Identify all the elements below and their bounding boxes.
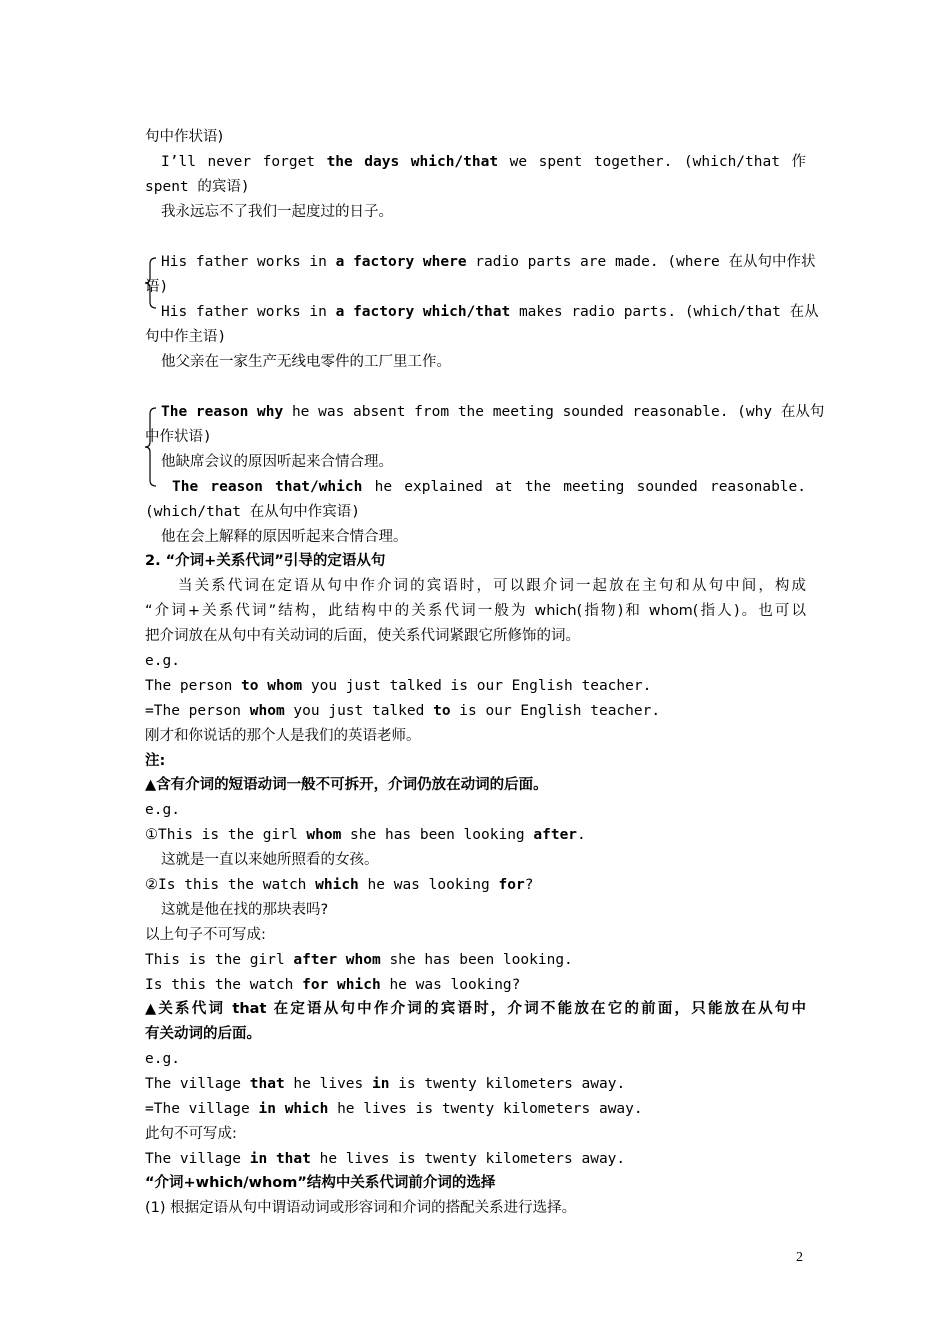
- highlight: a factory where: [335, 254, 467, 270]
- highlight: the days which/that: [326, 154, 499, 170]
- example-sentence: =The village in which he lives is twenty kilometers away.: [145, 1101, 643, 1117]
- highlight: for: [498, 877, 525, 893]
- highlight: after whom: [293, 952, 381, 968]
- example-sentence: The village that he lives in is twenty kilometers away.: [145, 1076, 626, 1092]
- brace-icon: [140, 402, 160, 492]
- highlight: to whom: [241, 678, 303, 694]
- text-line: 句中作主语): [145, 329, 227, 345]
- highlight: in which: [258, 1101, 329, 1117]
- example-sentence: ①This is the girl whom she has been looking after.: [145, 827, 586, 843]
- highlight: whom: [249, 703, 285, 719]
- example-sentence: =The person whom you just talked to is our English teacher.: [145, 703, 661, 719]
- highlight: that: [249, 1076, 285, 1092]
- translation: 他缺席会议的原因听起来合情合理。: [161, 454, 393, 470]
- translation: 这就是一直以来她所照看的女孩。: [161, 852, 379, 868]
- note-rule: 有关动词的后面。: [145, 1026, 261, 1042]
- text-line: 以上句子不可写成:: [145, 927, 266, 943]
- example-sentence: His father works in a factory where radio parts are made. (where 在从句中作状: [161, 254, 816, 270]
- paragraph-line: 把介词放在从句中有关动词的后面，使关系代词紧跟它所修饰的词。: [145, 628, 580, 644]
- example-sentence: Is this the watch for which he was looking?: [145, 977, 521, 993]
- highlight: whom: [306, 827, 342, 843]
- highlight: a factory which/that: [335, 304, 511, 320]
- translation: 刚才和你说话的那个人是我们的英语老师。: [145, 728, 421, 744]
- text-line: spent 的宾语): [145, 179, 250, 195]
- highlight: The reason that/which: [172, 479, 363, 495]
- example-sentence: The village in that he lives is twenty kilometers away.: [145, 1151, 626, 1167]
- highlight: after: [533, 827, 578, 843]
- translation: 这就是他在找的那块表吗?: [161, 902, 329, 918]
- example-sentence: The reason why he was absent from the meeting sounded reasonable. (why 在从句: [161, 404, 825, 420]
- paragraph-line: “介词+关系代词”结构，此结构中的关系代词一般为 which(指物)和 whom(指人)。也可以: [145, 603, 806, 619]
- translation: 他在会上解释的原因听起来合情合理。: [161, 529, 408, 545]
- example-sentence: The reason that/which he explained at the meeting sounded reasonable.: [172, 479, 806, 495]
- text-line: 语): [145, 279, 169, 295]
- text-line: 中作状语): [145, 429, 212, 445]
- example-sentence: His father works in a factory which/that makes radio parts. (which/that 在从: [161, 304, 819, 320]
- highlight: which: [315, 877, 359, 893]
- example-sentence: This is the girl after whom she has been looking.: [145, 952, 573, 968]
- highlight: for which: [302, 977, 381, 993]
- paragraph-line: 当关系代词在定语从句中作介词的宾语时，可以跟介词一起放在主句和从句中间，构成: [178, 578, 806, 594]
- translation: 他父亲在一家生产无线电零件的工厂里工作。: [161, 354, 451, 370]
- translation: 我永远忘不了我们一起度过的日子。: [161, 204, 393, 220]
- section-heading: 2. “介词+关系代词”引导的定语从句: [145, 553, 386, 569]
- highlight: in: [372, 1076, 390, 1092]
- note-rule: ▲关系代词 that 在定语从句中作介词的宾语时，介词不能放在它的前面，只能放在从句中: [145, 1001, 806, 1017]
- example-label: e.g.: [145, 802, 180, 818]
- note-rule: ▲含有介词的短语动词一般不可拆开，介词仍放在动词的后面。: [145, 777, 548, 793]
- paragraph-line: (1) 根据定语从句中谓语动词或形容词和介词的搭配关系进行选择。: [145, 1200, 577, 1216]
- text-line: 此句不可写成:: [145, 1126, 237, 1142]
- note-label: 注:: [145, 753, 166, 769]
- highlight: in that: [249, 1151, 311, 1167]
- example-sentence: I’ll never forget the days which/that we spent together. (which/that 作: [161, 154, 806, 170]
- text-line: 句中作状语): [145, 129, 224, 145]
- text-line: (which/that 在从句中作宾语): [145, 504, 360, 520]
- example-sentence: The person to whom you just talked is our English teacher.: [145, 678, 652, 694]
- section-heading: “介词+which/whom”结构中关系代词前介词的选择: [145, 1175, 496, 1191]
- example-label: e.g.: [145, 653, 180, 669]
- example-sentence: ②Is this the watch which he was looking for?: [145, 877, 534, 893]
- example-label: e.g.: [145, 1051, 180, 1067]
- highlight: to: [433, 703, 451, 719]
- page-number: 2: [796, 1250, 803, 1265]
- highlight: The reason why: [161, 404, 284, 420]
